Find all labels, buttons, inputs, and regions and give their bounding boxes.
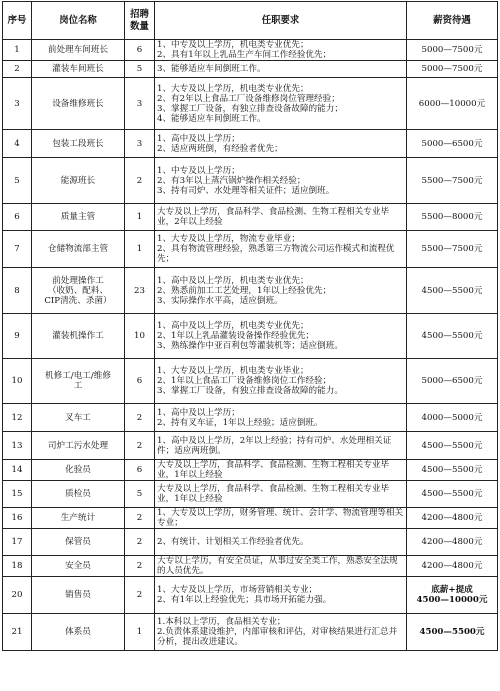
cell-requirements-line: 大专以上学历，有安全员证，从事过安全类工作，熟悉安全法规的人员优先。 [157, 556, 398, 576]
cell-salary [407, 614, 498, 651]
cell-requirements-line: 2、有统计、计划相关工作经验者优先。 [157, 537, 309, 547]
cell-position [32, 460, 125, 481]
cell-salary [407, 314, 498, 359]
cell-position-line: 能源班长 [60, 175, 96, 186]
cell-salary-line: 4200—4800元 [421, 513, 483, 523]
cell-requirements-line: 2、有2年以上食品工厂设备维修岗位管理经验； [157, 93, 340, 104]
table-row [3, 614, 498, 651]
cell-requirements-line: 2、有3年以上蒸汽锅炉操作相关经验； [157, 175, 306, 186]
cell-position-line: 设备维修班长 [52, 98, 104, 109]
cell-position-line: 体系员 [65, 627, 91, 637]
cell-requirements-line: 2.负责体系建设维护，内部审核和评估，对审核结果进行汇总并分析，提出改进建议。 [157, 627, 398, 647]
cell-requirements-line: 3、掌握工厂设备，有独立排查设备故障的能力。 [157, 386, 343, 396]
cell-headcount: 6 [125, 460, 155, 481]
cell-requirements [155, 432, 407, 460]
cell-position [32, 130, 125, 158]
cell-position [32, 432, 125, 460]
cell-headcount: 2 [125, 577, 155, 614]
cell-index: 5 [3, 158, 32, 204]
cell-requirements-line: 3、掌握工厂设备，有独立排查设备故障的能力； [157, 103, 343, 114]
cell-requirements-line: 大专及以上学历，食品科学、食品检测、生物工程相关专业毕业，1年以上经验 [157, 484, 390, 504]
cell-salary-line: 5500—8000元 [421, 212, 483, 222]
cell-position-line: 质检员 [65, 489, 91, 499]
cell-position-line: 叉车工 [65, 412, 91, 423]
cell-salary [407, 556, 498, 577]
cell-requirements-line: 1、高中及以上学历； [157, 133, 240, 144]
cell-requirements [155, 231, 407, 268]
cell-requirements-line: 3、能够适应车间倒班工作。 [157, 64, 266, 74]
cell-requirements-line: 1、高中及以上学历，机电类专业优先； [157, 321, 309, 331]
table-row [3, 61, 498, 78]
cell-salary-line: 4500—5500元 [419, 627, 485, 637]
cell-salary [407, 130, 498, 158]
cell-salary [407, 359, 498, 404]
cell-salary [407, 268, 498, 314]
cell-requirements [155, 61, 407, 78]
cell-salary [407, 158, 498, 204]
cell-position-line: 化验员 [65, 465, 91, 475]
cell-position-line: 包装工段班长 [52, 138, 104, 149]
cell-requirements [155, 529, 407, 556]
cell-headcount: 2 [125, 404, 155, 432]
cell-requirements-line: 2、有1年以上经验优先；具市场开拓能力强。 [157, 595, 332, 605]
cell-position [32, 231, 125, 268]
header-salary: 薪资待遇 [407, 2, 498, 40]
cell-headcount: 6 [125, 359, 155, 404]
cell-position [32, 40, 125, 61]
cell-headcount: 1 [125, 614, 155, 651]
table-row [3, 204, 498, 231]
cell-requirements-line: 1、大专及以上学历，市场营销相关专业； [157, 585, 318, 595]
cell-position [32, 481, 125, 508]
cell-index: 15 [3, 481, 32, 508]
cell-requirements-line: 2、熟悉前加工工艺处理，1年以上经验优先； [157, 285, 332, 296]
cell-position-line: 灌装机操作工 [52, 331, 104, 341]
header-index: 序号 [3, 2, 32, 40]
cell-headcount: 3 [125, 130, 155, 158]
cell-headcount: 5 [125, 61, 155, 78]
cell-requirements [155, 508, 407, 529]
cell-salary-line: 5500—7500元 [421, 244, 483, 254]
cell-index: 10 [3, 359, 32, 404]
cell-requirements-line: 2、1年以上乳品灌装设备操作经验优先； [157, 331, 315, 341]
cell-salary-line: 4500—5500元 [421, 331, 483, 341]
cell-headcount: 23 [125, 268, 155, 314]
cell-salary [407, 481, 498, 508]
cell-requirements-line: 1、大专及以上学历，物流专业毕业； [157, 234, 300, 244]
cell-salary [407, 78, 498, 130]
cell-headcount: 2 [125, 158, 155, 204]
cell-position-line: 机修工/电工/维修 [45, 371, 111, 381]
header-requirements: 任职要求 [155, 2, 407, 40]
cell-position [32, 158, 125, 204]
table-row [3, 481, 498, 508]
cell-salary-line: 6000—10000元 [418, 98, 486, 109]
cell-position [32, 314, 125, 359]
cell-position-line: 仓储物流部主管 [47, 244, 109, 254]
cell-requirements [155, 130, 407, 158]
table-row [3, 158, 498, 204]
cell-position [32, 268, 125, 314]
cell-index: 20 [3, 577, 32, 614]
cell-position-line: 销售员 [65, 590, 91, 600]
cell-index: 18 [3, 556, 32, 577]
cell-index: 17 [3, 529, 32, 556]
cell-salary [407, 40, 498, 61]
cell-index: 1 [3, 40, 32, 61]
cell-index: 8 [3, 268, 32, 314]
cell-requirements-line: 1、大专及以上学历，机电类专业优先； [157, 83, 309, 94]
cell-requirements-line: 大专及以上学历，食品科学、食品检测、生物工程相关专业毕业，2年以上经验 [157, 207, 390, 227]
recruitment-table [2, 1, 498, 651]
cell-requirements [155, 481, 407, 508]
cell-position [32, 577, 125, 614]
cell-position-line: 工 [73, 381, 83, 391]
cell-index: 21 [3, 614, 32, 651]
cell-headcount: 1 [125, 231, 155, 268]
cell-salary-line: 4500—5500元 [421, 440, 483, 451]
cell-headcount: 3 [125, 78, 155, 130]
cell-headcount: 2 [125, 556, 155, 577]
cell-headcount: 1 [125, 204, 155, 231]
header-headcount-text: 招聘 数量 [130, 8, 149, 32]
cell-salary [407, 231, 498, 268]
cell-headcount: 6 [125, 40, 155, 61]
cell-requirements [155, 404, 407, 432]
cell-salary [407, 432, 498, 460]
cell-index: 6 [3, 204, 32, 231]
cell-requirements [155, 158, 407, 204]
table-header-row [3, 2, 498, 40]
cell-salary-line: 4200—4800元 [421, 561, 483, 571]
cell-requirements [155, 577, 407, 614]
table-row [3, 529, 498, 556]
cell-requirements-line: 4、能够适应车间倒班工作。 [157, 113, 266, 124]
cell-headcount: 2 [125, 529, 155, 556]
table-row [3, 556, 498, 577]
cell-headcount: 2 [125, 508, 155, 529]
cell-position-line: 保管员 [65, 537, 91, 547]
cell-salary-line: 5000—7500元 [421, 64, 483, 74]
cell-position-line: 质量主管 [60, 212, 96, 222]
table-row [3, 314, 498, 359]
cell-position [32, 529, 125, 556]
cell-requirements [155, 359, 407, 404]
cell-position [32, 359, 125, 404]
table-row [3, 404, 498, 432]
cell-requirements [155, 78, 407, 130]
cell-requirements-line: 大专及以上学历，食品科学、食品检测、生物工程相关专业毕业，1年以上经验 [157, 460, 390, 480]
cell-requirements-line: 1、高中及以上学历； [157, 407, 240, 418]
cell-requirements-line: 2、持有叉车证，1年以上经验；适应倒班。 [157, 417, 323, 428]
cell-requirements [155, 40, 407, 61]
table-row [3, 78, 498, 130]
cell-headcount: 2 [125, 432, 155, 460]
cell-salary [407, 508, 498, 529]
cell-salary-line: 4500—10000元 [416, 595, 488, 605]
cell-requirements-line: 3、持有司炉、水处理等相关证件；适应倒班。 [157, 185, 335, 196]
table-row [3, 577, 498, 614]
table-row [3, 432, 498, 460]
cell-headcount: 5 [125, 481, 155, 508]
cell-position-line: 灌装车间班长 [52, 64, 104, 74]
cell-position-line: 安全员 [65, 561, 91, 571]
header-headcount [125, 2, 155, 40]
cell-requirements-line: 2、具有物流管理经验，熟悉第三方物流公司运作模式和流程优先； [157, 244, 395, 264]
cell-requirements-line: 1、中专及以上学历； [157, 165, 240, 176]
cell-position-line: 前处理操作工 [52, 275, 104, 286]
cell-position [32, 508, 125, 529]
cell-position [32, 78, 125, 130]
cell-index: 12 [3, 404, 32, 432]
cell-requirements [155, 556, 407, 577]
cell-requirements [155, 460, 407, 481]
cell-salary [407, 204, 498, 231]
cell-salary-line: 4500—5500元 [421, 285, 483, 296]
cell-requirements-line: 2、适应两班倒，有经验者优先； [157, 143, 283, 154]
cell-requirements [155, 204, 407, 231]
cell-salary [407, 61, 498, 78]
cell-salary-line: 4000—5000元 [421, 412, 483, 423]
cell-salary [407, 529, 498, 556]
cell-position [32, 404, 125, 432]
cell-index: 16 [3, 508, 32, 529]
cell-salary-line: 4500—5500元 [421, 465, 483, 475]
cell-salary [407, 577, 498, 614]
cell-requirements-line: 2、具有1年以上乳品生产车间工作经验优先； [157, 50, 332, 60]
cell-salary-line: 5500—7500元 [421, 175, 483, 186]
cell-salary-line: 4500—5500元 [421, 489, 483, 499]
cell-position [32, 614, 125, 651]
cell-position [32, 204, 125, 231]
cell-headcount: 10 [125, 314, 155, 359]
cell-requirements-line: 3、熟练操作中亚百利包等灌装机等；适应倒班。 [157, 341, 343, 351]
table-row [3, 40, 498, 61]
cell-index: 3 [3, 78, 32, 130]
table-row [3, 130, 498, 158]
cell-salary-line: 底薪+提成 [431, 585, 473, 595]
cell-salary [407, 404, 498, 432]
cell-position-line: 司炉工污水处理 [47, 440, 109, 451]
table-row [3, 359, 498, 404]
cell-salary-line: 5000—6500元 [421, 138, 483, 149]
cell-index: 7 [3, 231, 32, 268]
cell-position-line: CIP清洗、杀菌） [44, 295, 112, 306]
cell-position-line: 生产统计 [60, 513, 96, 523]
cell-requirements-line: 1、高中及以上学历，2年以上经验；持有司炉、水处理相关证件；适应两班倒。 [157, 435, 392, 456]
cell-requirements-line: 1、高中及以上学历，机电类专业优先； [157, 275, 309, 286]
header-position: 岗位名称 [32, 2, 125, 40]
cell-salary-line: 5000—6500元 [421, 376, 483, 386]
cell-salary [407, 460, 498, 481]
cell-index: 2 [3, 61, 32, 78]
table-row [3, 231, 498, 268]
table-body [3, 40, 498, 651]
cell-requirements [155, 268, 407, 314]
cell-requirements-line: 1、大专及以上学历，机电类专业毕业； [157, 366, 309, 376]
cell-position [32, 556, 125, 577]
cell-salary-line: 4200—4800元 [421, 537, 483, 547]
cell-requirements-line: 1、中专及以上学历，机电类专业优先； [157, 40, 309, 50]
cell-index: 9 [3, 314, 32, 359]
cell-index: 14 [3, 460, 32, 481]
cell-position-line: （收奶、配料、 [47, 285, 109, 296]
cell-requirements-line: 1.本科以上学历，食品相关专业； [157, 617, 286, 627]
cell-position [32, 61, 125, 78]
cell-salary-line: 5000—7500元 [421, 45, 483, 55]
cell-index: 4 [3, 130, 32, 158]
cell-requirements-line: 2、1年以上食品工厂设备维修岗位工作经验； [157, 376, 332, 386]
table-row [3, 508, 498, 529]
cell-requirements [155, 314, 407, 359]
cell-position-line: 前处理车间班长 [47, 45, 109, 55]
cell-requirements-line: 1、大专及以上学历，财务管理、统计、会计学、物流管理等相关专业； [157, 508, 404, 528]
cell-requirements [155, 614, 407, 651]
table-row [3, 268, 498, 314]
table-row [3, 460, 498, 481]
cell-requirements-line: 3、实际操作水平高，适应倒班。 [157, 295, 283, 306]
cell-index: 13 [3, 432, 32, 460]
